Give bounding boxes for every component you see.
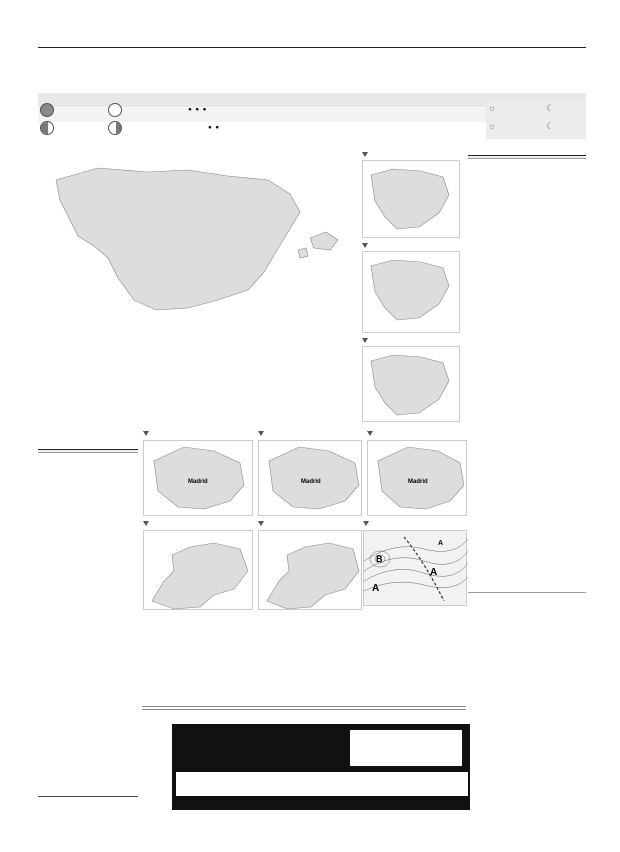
extranjero-header [468, 603, 586, 614]
svg-text:Madrid: Madrid [301, 479, 321, 485]
svg-text:A: A [438, 540, 444, 547]
mini-map-viernes [362, 346, 460, 422]
madrid-label-martes [143, 431, 151, 437]
madrid-map-martes [143, 440, 253, 516]
mini-map-label-jue [362, 243, 370, 249]
spain-map [38, 150, 356, 328]
europe-hoy-map [143, 530, 253, 610]
madrid-map-jueves [367, 440, 467, 516]
mini-map-miercoles [362, 160, 460, 238]
mini-map-label-mie [362, 152, 370, 158]
sunrise-icon: ☼ [488, 103, 497, 113]
temperaturas-header [468, 167, 586, 178]
europe-manana-map [258, 530, 362, 610]
anticyclone-a-2: A [430, 567, 438, 578]
madrid-text: Madrid [188, 479, 208, 485]
web-title [38, 796, 138, 799]
madrid-map-miercoles [258, 440, 362, 516]
mini-map-label-vie [362, 338, 370, 344]
europe-manana-label [258, 521, 266, 527]
sunset-icon: ☼ [488, 121, 497, 131]
isobars-label [363, 521, 371, 527]
svg-text:Madrid: Madrid [408, 479, 428, 485]
waxing-moon-icon [40, 121, 54, 135]
pronosticos-title [38, 449, 138, 453]
credit [142, 706, 466, 710]
embalses-chart [298, 633, 466, 693]
anticyclone-a-1: A [372, 583, 380, 594]
madrid-label-jueves [367, 431, 375, 437]
waning-moon-icon [108, 121, 122, 135]
borrasca-b: B [376, 554, 383, 564]
isobar-map [363, 530, 467, 606]
full-moon-icon [108, 103, 122, 117]
temperaturas-title [468, 155, 586, 159]
europe-hoy-label [143, 521, 151, 527]
moonrise-icon: ☾ [546, 103, 555, 113]
page-header [38, 36, 586, 48]
ad-phone [176, 772, 468, 796]
mini-map-jueves [362, 251, 460, 333]
sun-box [486, 101, 586, 139]
extranjero-title [468, 590, 586, 593]
madrid-label-miercoles [258, 431, 266, 437]
iberia-logo [350, 730, 462, 766]
moonset-icon: ☾ [546, 121, 555, 131]
forecast-line-2: ● ● [208, 124, 220, 131]
new-moon-icon [40, 103, 54, 117]
forecast-line-1: ● ● ● [188, 106, 207, 113]
